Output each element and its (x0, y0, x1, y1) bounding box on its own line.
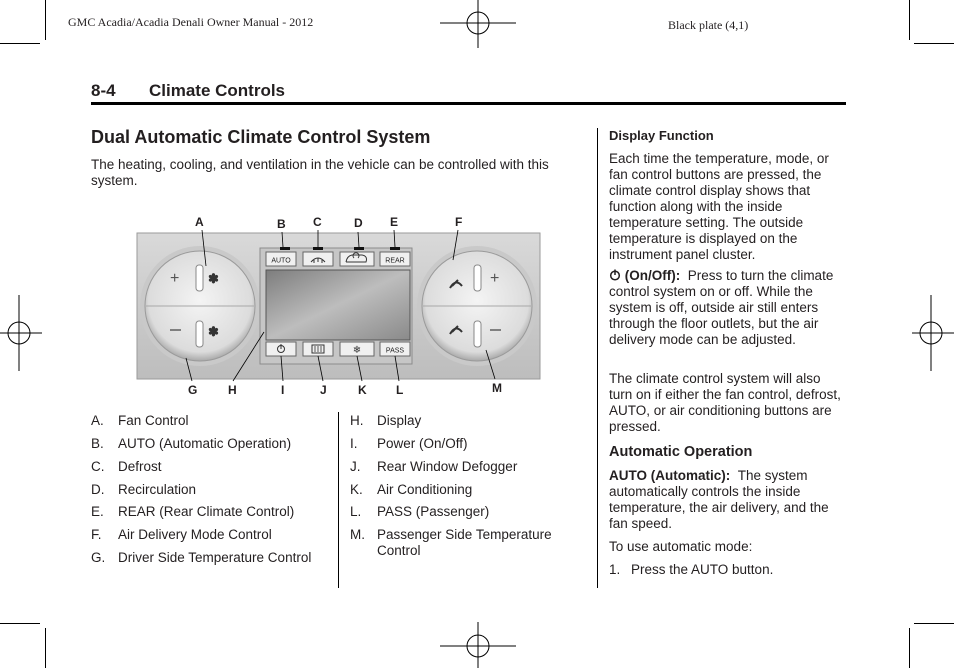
svg-text:✽: ✽ (208, 271, 219, 286)
column-divider (597, 128, 598, 588)
legend-text: Display (377, 413, 422, 428)
climate-panel-illustration (90, 210, 550, 400)
callout-a: A (195, 215, 204, 229)
intro-paragraph: The heating, cooling, and ventilation in the vehicle can be controlled with this system. (91, 157, 549, 188)
callout-k: K (358, 383, 367, 397)
to-use-paragraph: To use automatic mode: (609, 539, 753, 554)
svg-text:✽: ✽ (208, 324, 219, 339)
step-text: Press the AUTO button. (631, 562, 774, 577)
callout-g: G (188, 383, 198, 397)
callout-i: I (281, 383, 285, 397)
legend-key: A. (91, 413, 104, 428)
crop-mark (909, 0, 910, 40)
air-conditioning-button[interactable] (340, 342, 374, 356)
legend-text: Driver Side Temperature Control (118, 550, 312, 565)
legend-text: Air Conditioning (377, 482, 473, 497)
pass-button[interactable] (380, 342, 410, 356)
svg-text:+: + (490, 270, 500, 287)
crop-mark (909, 628, 910, 668)
legend-text: Passenger Side Temperature (377, 527, 552, 542)
auto-paragraph (609, 468, 839, 532)
rear-button-label: REAR (385, 257, 405, 265)
callout-c: C (313, 215, 322, 229)
legend-key: G. (91, 550, 106, 565)
callout-e: E (390, 215, 399, 229)
onoff-paragraph (609, 268, 844, 348)
legend-text: Recirculation (118, 482, 197, 497)
legend-text: PASS (Passenger) (377, 504, 490, 519)
crop-mark (914, 43, 954, 44)
legend-key: J. (350, 459, 361, 474)
power-button[interactable] (266, 342, 296, 356)
callout-l: L (396, 383, 404, 397)
step-number: 1. (609, 562, 621, 577)
passenger-temperature-knob[interactable] (417, 246, 537, 366)
also-paragraph: The climate control system will also turn on if either the fan control, defrost, AUTO, or air conditioning buttons are pressed. (609, 371, 841, 434)
registration-mark-right (912, 295, 954, 371)
callout-f: F (455, 215, 463, 229)
climate-control-figure (90, 210, 550, 400)
auto-label: AUTO (Automatic): (609, 468, 731, 483)
legend-text: Control (377, 543, 421, 558)
legend-text: Air Delivery Mode Control (118, 527, 272, 542)
onoff-label: (On/Off): (624, 268, 681, 283)
registration-mark-left (0, 295, 42, 371)
legend-key: F. (91, 527, 102, 542)
legend-text: Fan Control (118, 413, 189, 428)
legend-text: Defrost (118, 459, 162, 474)
callout-d: D (354, 216, 363, 230)
power-icon (609, 269, 621, 281)
fan-control-knob[interactable] (140, 246, 260, 366)
plate-label: Black plate (4,1) (668, 18, 749, 32)
registration-mark-top (440, 0, 516, 50)
svg-text:+: + (170, 270, 180, 287)
legend-key: C. (91, 459, 105, 474)
callout-b: B (277, 217, 286, 231)
automatic-operation-heading: Automatic Operation (609, 444, 753, 460)
rear-defogger-button[interactable] (303, 342, 333, 356)
registration-mark-bottom (440, 622, 516, 668)
legend-text: Power (On/Off) (377, 436, 468, 451)
crop-mark (0, 43, 40, 44)
callout-h: H (228, 383, 237, 397)
legend-key: E. (91, 504, 104, 519)
crop-mark (914, 623, 954, 624)
callout-m: M (492, 381, 502, 395)
legend-text: AUTO (Automatic Operation) (118, 436, 292, 451)
page-heading: Dual Automatic Climate Control System (91, 127, 431, 147)
display-function-paragraph: Each time the temperature, mode, or fan control buttons are pressed, the climate control display shows that function along with the inside temperature setting. The outside temperature is displayed on the instrument panel cluster. (609, 151, 829, 262)
legend-key: L. (350, 504, 362, 519)
callout-j: J (320, 383, 327, 397)
legend-key: I. (350, 436, 358, 451)
section-rule (91, 102, 846, 105)
display-screen (266, 270, 410, 340)
legend-key: M. (350, 527, 365, 542)
legend-key: K. (350, 482, 363, 497)
crop-mark (45, 0, 46, 40)
legend-key: H. (350, 413, 364, 428)
section-title: Climate Controls (149, 81, 286, 100)
manual-title: GMC Acadia/Acadia Denali Owner Manual - 2012 (68, 15, 314, 29)
legend-text: REAR (Rear Climate Control) (118, 504, 295, 519)
column-divider (338, 412, 339, 588)
auto-button-label: AUTO (271, 257, 291, 265)
legend-key: B. (91, 436, 104, 451)
legend-text: Rear Window Defogger (377, 459, 518, 474)
snowflake-icon: ❄ (352, 345, 362, 356)
legend-key: D. (91, 482, 105, 497)
pass-button-label: PASS (385, 347, 405, 355)
display-function-heading: Display Function (609, 128, 714, 143)
crop-mark (0, 623, 40, 624)
crop-mark (45, 628, 46, 668)
onoff-text: Press to turn the climate control system on or off. While the system is off, outside air still enters through the floor outlets, but the air delivery mode can be adjusted. (609, 268, 834, 347)
section-number: 8-4 (91, 81, 116, 100)
auto-text: The system automatically controls the inside temperature, the air delivery, and the fan speed. (609, 468, 829, 531)
